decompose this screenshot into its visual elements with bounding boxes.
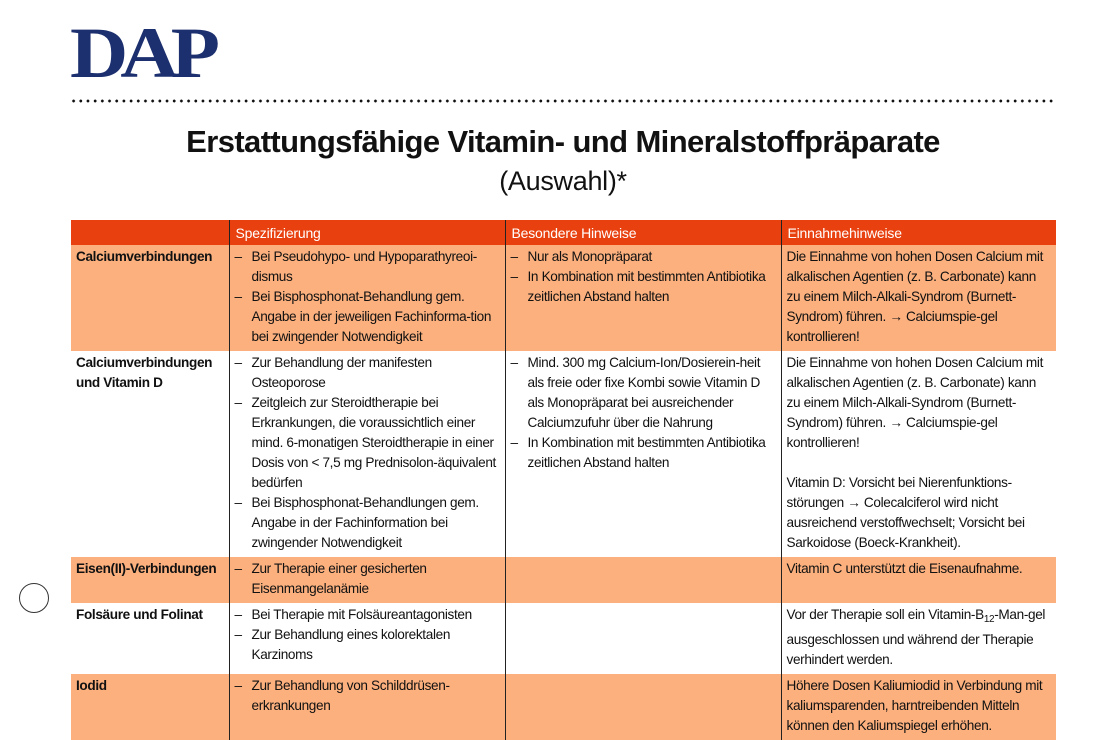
dotted-divider [70, 99, 1056, 103]
header-einnahmehinweise: Einnahmehinweise [781, 220, 1056, 245]
table-row [71, 674, 1056, 740]
header-besondere-hinweise: Besondere Hinweise [505, 220, 781, 245]
list-item: – In Kombination mit bestimmten Antibiotika zeitlichen Abstand halten [511, 267, 775, 307]
intake-note: Vitamin D: Vorsicht bei Nierenfunktions-störungen → Colecalciferol wird nicht ausreichend verstoffwechselt; Vorsicht bei Sarkoidose (Boeck-Krankheit). [786, 475, 1025, 550]
intake-note: Die Einnahme von hohen Dosen Calcium mit alkalischen Agentien (z. B. Carbonate) kann zu einem Milch-Alkali-Syndrom (Burnett-Syndrom) führen. → Calciumspie-gel kontrollieren! [786, 249, 1044, 344]
row-hinweise [505, 674, 781, 740]
row-spezifizierung [229, 674, 505, 740]
row-spezifizierung [229, 245, 505, 351]
intake-note: Höhere Dosen Kaliumiodid in Verbindung mit kaliumsparenden, harntreibenden Mitteln können den Kaliumspiegel erhöhen. [786, 678, 1043, 733]
intake-note: Die Einnahme von hohen Dosen Calcium mit alkalischen Agentien (z. B. Carbonate) kann zu einem Milch-Alkali-Syndrom (Burnett-Syndrom) führen. → Calciumspie-gel kontrollieren! [786, 355, 1044, 450]
row-einnahmehinweise [781, 351, 1056, 557]
row-spezifizierung [229, 557, 505, 603]
row-einnahmehinweise [781, 603, 1056, 674]
table-row [71, 557, 1056, 603]
header-name-column [71, 220, 229, 245]
row-einnahmehinweise [781, 245, 1056, 351]
intake-subscript: 12 [983, 614, 995, 625]
row-einnahmehinweise [781, 674, 1056, 740]
list-item: – Zur Therapie einer gesicherten Eisenmangelanämie [235, 559, 499, 599]
list-item: – Mind. 300 mg Calcium-Ion/Dosierein-heit als freie oder fixe Kombi sowie Vitamin D als Monopräparat bei ausreichender Calciumzufuhr über die Nahrung [511, 353, 775, 433]
list-item: – Bei Bisphosphonat-Behandlung gem. Angabe in der jeweiligen Fachinforma-tion bei zwingender Notwendigkeit [235, 287, 499, 347]
row-hinweise [505, 557, 781, 603]
table-row [71, 603, 1056, 674]
row-hinweise [505, 245, 781, 351]
list-item: – Zur Behandlung eines kolorektalen Karzinoms [235, 625, 499, 665]
list-item: – In Kombination mit bestimmten Antibiotika zeitlichen Abstand halten [511, 433, 775, 473]
circle-button[interactable] [19, 583, 49, 613]
intake-note [787, 605, 1051, 670]
row-name: Folsäure und Folinat [76, 607, 203, 622]
note-spacer [787, 453, 1051, 473]
row-name: Eisen(II)-Verbindungen [71, 557, 229, 603]
row-einnahmehinweise [781, 557, 1056, 603]
intake-text-before: Vor der Therapie soll ein Vitamin-B [786, 607, 984, 622]
list-item: – Zur Behandlung von Schilddrüsen-erkrankungen [235, 676, 499, 716]
table-row [71, 351, 1056, 557]
table-row [71, 245, 1056, 351]
list-item: – Nur als Monopräparat [511, 247, 775, 267]
row-spezifizierung [229, 351, 505, 557]
header-spezifizierung: Spezifizierung [229, 220, 505, 245]
page-subtitle: (Auswahl)* [499, 166, 627, 196]
table-header-row [71, 220, 1056, 245]
intake-note: Vitamin C unterstützt die Eisenaufnahme. [786, 561, 1023, 576]
page-title: Erstattungsfähige Vitamin- und Mineralstoffpräparate [186, 124, 940, 159]
row-hinweise [505, 603, 781, 674]
row-name: Calciumverbindungen und Vitamin D [76, 355, 213, 390]
list-item: – Zeitgleich zur Steroidtherapie bei Erkrankungen, die voraussichtlich einer mind. 6-monatigen Steroidtherapie in einer Dosis von < 7,5 mg Prednisolon-äquivalent bedürfen [235, 393, 499, 493]
list-item: – Zur Behandlung der manifesten Osteoporose [235, 353, 499, 393]
supplement-table [71, 220, 1056, 740]
row-hinweise [505, 351, 781, 557]
list-item: – Bei Bisphosphonat-Behandlungen gem. Angabe in der Fachinformation bei zwingender Notwendigkeit [235, 493, 499, 553]
row-name: Iodid [71, 674, 229, 740]
dap-logo: DAP [70, 13, 213, 93]
list-item: – Bei Pseudohypo- und Hypoparathyreoi-dismus [235, 247, 499, 287]
list-item: – Bei Therapie mit Folsäureantagonisten [235, 605, 499, 625]
intake-text-after: -Man-gel ausgeschlossen und während der Therapie verhindert werden. [786, 607, 1046, 667]
row-spezifizierung [229, 603, 505, 674]
row-name: Calciumverbindungen [71, 245, 229, 351]
